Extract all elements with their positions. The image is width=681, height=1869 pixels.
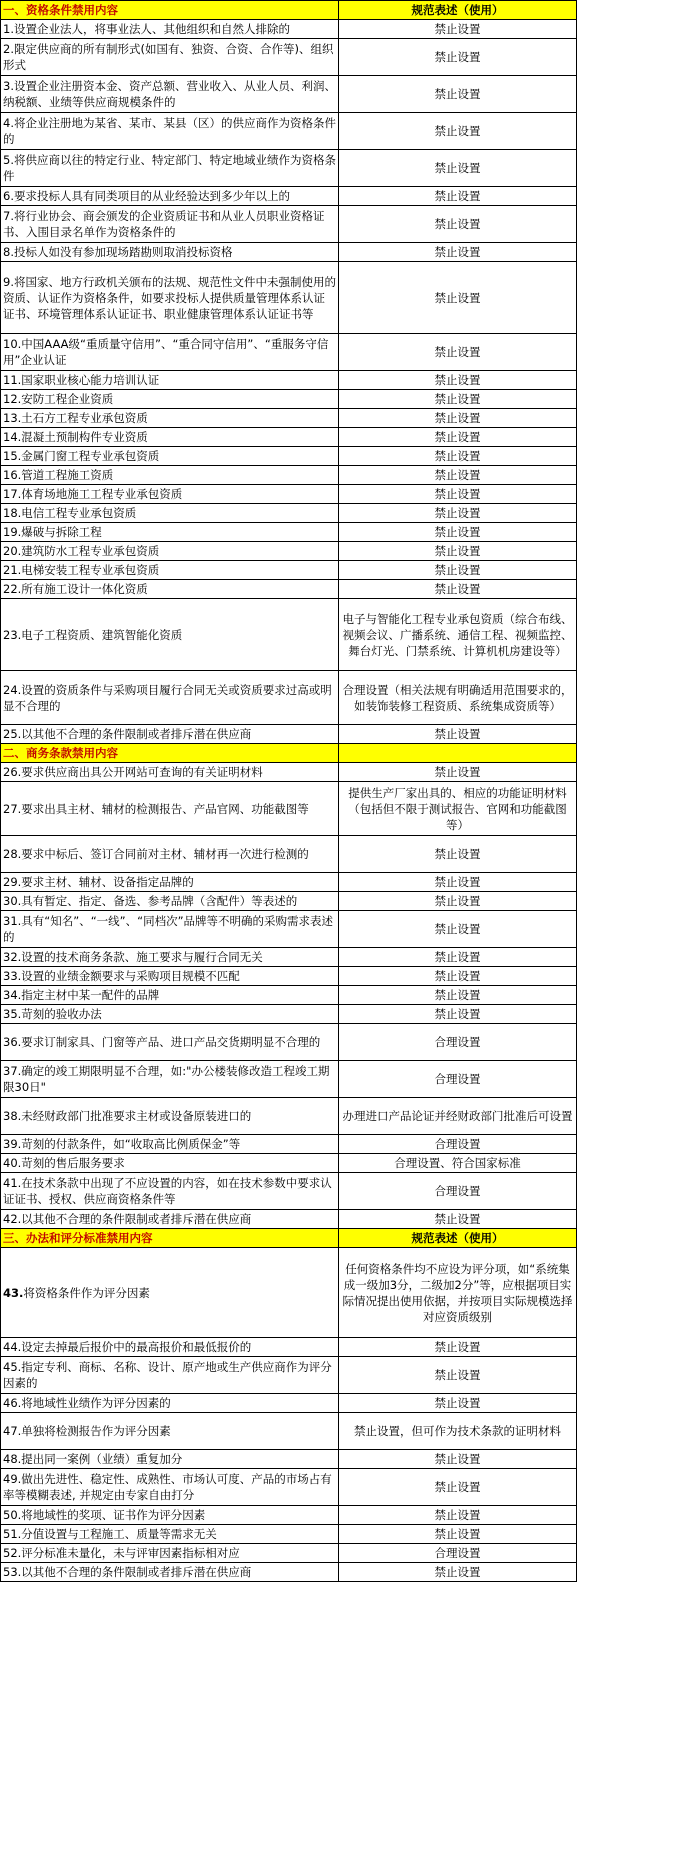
rule-description	[1, 1248, 339, 1338]
rule-standard: 禁止设置	[339, 20, 577, 39]
rule-description: 4.将企业注册地为某省、某市、某县（区）的供应商作为资格条件的	[1, 113, 339, 150]
rule-description: 49.做出先进性、稳定性、成熟性、市场认可度、产品的市场占有率等模糊表述, 并规定由专家自由打分	[1, 1469, 339, 1506]
table-row	[1, 1135, 577, 1154]
table-row	[1, 466, 577, 485]
rule-description: 37.确定的竣工期限明显不合理，如:"办公楼装修改造工程竣工期限30日"	[1, 1061, 339, 1098]
rule-standard: 禁止设置	[339, 1338, 577, 1357]
rule-description: 30.具有暂定、指定、备选、参考品牌（含配件）等表述的	[1, 892, 339, 911]
rule-description: 51.分值设置与工程施工、质量等需求无关	[1, 1525, 339, 1544]
rule-standard: 禁止设置	[339, 1005, 577, 1024]
rule-description: 2.限定供应商的所有制形式(如国有、独资、合资、合作等)、组织形式	[1, 39, 339, 76]
table-row	[1, 1005, 577, 1024]
rule-standard: 禁止设置	[339, 948, 577, 967]
table-row	[1, 409, 577, 428]
rule-description: 28.要求中标后、签订合同前对主材、辅材再一次进行检测的	[1, 836, 339, 873]
rule-text: 将资格条件作为评分因素	[23, 1285, 150, 1300]
rule-description: 34.指定主材中某一配件的品牌	[1, 986, 339, 1005]
rule-description: 5.将供应商以往的特定行业、特定部门、特定地域业绩作为资格条件	[1, 150, 339, 187]
table-row	[1, 542, 577, 561]
rule-standard: 禁止设置	[339, 409, 577, 428]
rule-standard: 合理设置、符合国家标准	[339, 1154, 577, 1173]
rule-standard: 禁止设置	[339, 1506, 577, 1525]
table-row	[1, 599, 577, 671]
table-row	[1, 187, 577, 206]
table-row	[1, 447, 577, 466]
table-row	[1, 206, 577, 243]
table-row	[1, 1357, 577, 1394]
table-row	[1, 523, 577, 542]
section-header	[1, 1229, 577, 1248]
table-row	[1, 1061, 577, 1098]
rule-description: 36.要求订制家具、门窗等产品、进口产品交货期明显不合理的	[1, 1024, 339, 1061]
rule-standard: 禁止设置	[339, 262, 577, 334]
rule-description: 10.中国AAA级“重质量守信用”、“重合同守信用”、“重服务守信用”企业认证	[1, 334, 339, 371]
table-row	[1, 836, 577, 873]
table-row	[1, 911, 577, 948]
rule-description: 52.评分标准未量化，未与评审因素指标相对应	[1, 1544, 339, 1563]
rule-standard: 禁止设置	[339, 911, 577, 948]
rule-description: 9.将国家、地方行政机关颁布的法规、规范性文件中未强制使用的资质、认证作为资格条件，如要求投标人提供质量管理体系认证证书、环境管理体系认证证书、职业健康管理体系认证证书等	[1, 262, 339, 334]
rule-description: 32.设置的技术商务条款、施工要求与履行合同无关	[1, 948, 339, 967]
rule-standard: 禁止设置，但可作为技术条款的证明材料	[339, 1413, 577, 1450]
table-row	[1, 1506, 577, 1525]
section-title: 二、商务条款禁用内容	[1, 744, 339, 763]
table-row	[1, 580, 577, 599]
rule-description: 13.土石方工程专业承包资质	[1, 409, 339, 428]
rule-description: 33.设置的业绩金额要求与采购项目规模不匹配	[1, 967, 339, 986]
rule-standard: 禁止设置	[339, 113, 577, 150]
table-row	[1, 428, 577, 447]
table-row	[1, 1450, 577, 1469]
rule-description: 25.以其他不合理的条件限制或者排斥潜在供应商	[1, 725, 339, 744]
table-row	[1, 1248, 577, 1338]
table-row	[1, 1469, 577, 1506]
table-row	[1, 485, 577, 504]
section-column-header: 规范表述（使用）	[339, 1, 577, 20]
rule-description: 39.苛刻的付款条件，如“收取高比例质保金”等	[1, 1135, 339, 1154]
rule-standard: 禁止设置	[339, 561, 577, 580]
rule-standard: 合理设置	[339, 1544, 577, 1563]
table-row	[1, 334, 577, 371]
rule-standard: 合理设置	[339, 1061, 577, 1098]
section-title: 一、资格条件禁用内容	[1, 1, 339, 20]
table-row	[1, 967, 577, 986]
table-row	[1, 1338, 577, 1357]
table-row	[1, 20, 577, 39]
rule-standard: 禁止设置	[339, 986, 577, 1005]
rule-description: 42.以其他不合理的条件限制或者排斥潜在供应商	[1, 1210, 339, 1229]
rule-description: 21.电梯安装工程专业承包资质	[1, 561, 339, 580]
section-column-header	[339, 744, 577, 763]
table-row	[1, 150, 577, 187]
table-row	[1, 1544, 577, 1563]
rule-standard: 禁止设置	[339, 1469, 577, 1506]
rule-description: 1.设置企业法人，将事业法人、其他组织和自然人排除的	[1, 20, 339, 39]
rule-description: 23.电子工程资质、建筑智能化资质	[1, 599, 339, 671]
rule-description: 50.将地域性的奖项、证书作为评分因素	[1, 1506, 339, 1525]
rule-description: 48.提出同一案例（业绩）重复加分	[1, 1450, 339, 1469]
rule-standard: 禁止设置	[339, 873, 577, 892]
rule-description: 3.设置企业注册资本金、资产总额、营业收入、从业人员、利润、纳税额、业绩等供应商规模条件的	[1, 76, 339, 113]
rule-description: 40.苛刻的售后服务要求	[1, 1154, 339, 1173]
table-row	[1, 1525, 577, 1544]
table-row	[1, 504, 577, 523]
table-row	[1, 873, 577, 892]
table-row	[1, 1563, 577, 1582]
table-row	[1, 1394, 577, 1413]
table-row	[1, 892, 577, 911]
rule-standard: 禁止设置	[339, 967, 577, 986]
rule-standard: 合理设置（相关法规有明确适用范围要求的，如装饰装修工程资质、系统集成资质等）	[339, 671, 577, 725]
rule-description: 38.未经财政部门批准要求主材或设备原装进口的	[1, 1098, 339, 1135]
table-row	[1, 76, 577, 113]
table-row	[1, 1173, 577, 1210]
rule-standard: 禁止设置	[339, 1357, 577, 1394]
rule-standard: 禁止设置	[339, 243, 577, 262]
rule-standard: 禁止设置	[339, 1525, 577, 1544]
section-title: 三、办法和评分标准禁用内容	[1, 1229, 339, 1248]
rule-description: 22.所有施工设计一体化资质	[1, 580, 339, 599]
rule-standard: 禁止设置	[339, 504, 577, 523]
rule-description: 6.要求投标人具有同类项目的从业经验达到多少年以上的	[1, 187, 339, 206]
table-row	[1, 948, 577, 967]
rule-description: 19.爆破与拆除工程	[1, 523, 339, 542]
rule-description: 16.管道工程施工资质	[1, 466, 339, 485]
table-row	[1, 561, 577, 580]
rule-standard: 禁止设置	[339, 150, 577, 187]
table-row	[1, 113, 577, 150]
rule-standard: 电子与智能化工程专业承包资质（综合布线、视频会议、广播系统、通信工程、视频监控、舞台灯光、门禁系统、计算机机房建设等）	[339, 599, 577, 671]
rule-description: 20.建筑防水工程专业承包资质	[1, 542, 339, 561]
table-row	[1, 371, 577, 390]
section-header	[1, 1, 577, 20]
rule-description: 11.国家职业核心能力培训认证	[1, 371, 339, 390]
table-row	[1, 39, 577, 76]
table-row	[1, 243, 577, 262]
rule-standard: 提供生产厂家出具的、相应的功能证明材料（包括但不限于测试报告、官网和功能截图等）	[339, 782, 577, 836]
rule-standard: 禁止设置	[339, 580, 577, 599]
table-row	[1, 1210, 577, 1229]
section-header	[1, 744, 577, 763]
rule-standard: 禁止设置	[339, 187, 577, 206]
rule-description: 15.金属门窗工程专业承包资质	[1, 447, 339, 466]
table-row	[1, 390, 577, 409]
rule-standard: 合理设置	[339, 1173, 577, 1210]
table-row	[1, 1024, 577, 1061]
table-body	[1, 1, 577, 1582]
rule-description: 53.以其他不合理的条件限制或者排斥潜在供应商	[1, 1563, 339, 1582]
rule-standard: 禁止设置	[339, 206, 577, 243]
rule-description: 18.电信工程专业承包资质	[1, 504, 339, 523]
rule-description: 26.要求供应商出具公开网站可查询的有关证明材料	[1, 763, 339, 782]
rule-standard: 任何资格条件均不应设为评分项，如“系统集成一级加3分，二级加2分”等，应根据项目实际情况提出使用依据，并按项目实际规模选择对应资质级别	[339, 1248, 577, 1338]
rule-standard: 办理进口产品论证并经财政部门批准后可设置	[339, 1098, 577, 1135]
table-row	[1, 763, 577, 782]
rule-standard: 禁止设置	[339, 39, 577, 76]
rule-standard: 合理设置	[339, 1024, 577, 1061]
rule-standard: 禁止设置	[339, 371, 577, 390]
rule-description: 27.要求出具主材、辅材的检测报告、产品官网、功能截图等	[1, 782, 339, 836]
table-row	[1, 1413, 577, 1450]
rule-description: 29.要求主材、辅材、设备指定品牌的	[1, 873, 339, 892]
rule-description: 45.指定专利、商标、名称、设计、原产地或生产供应商作为评分因素的	[1, 1357, 339, 1394]
rule-description: 7.将行业协会、商会颁发的企业资质证书和从业人员职业资格证书、入围目录名单作为资格条件的	[1, 206, 339, 243]
rule-description: 44.设定去掉最后报价中的最高报价和最低报价的	[1, 1338, 339, 1357]
rule-number: 43.	[3, 1285, 24, 1300]
rule-standard: 禁止设置	[339, 763, 577, 782]
rule-standard: 禁止设置	[339, 1394, 577, 1413]
rule-standard: 禁止设置	[339, 1210, 577, 1229]
rule-standard: 禁止设置	[339, 1450, 577, 1469]
rule-standard: 禁止设置	[339, 76, 577, 113]
table-row	[1, 782, 577, 836]
rule-standard: 禁止设置	[339, 334, 577, 371]
rule-description: 8.投标人如没有参加现场踏勘则取消投标资格	[1, 243, 339, 262]
rule-description: 46.将地域性业绩作为评分因素的	[1, 1394, 339, 1413]
table-row	[1, 671, 577, 725]
rule-standard: 禁止设置	[339, 466, 577, 485]
table-row	[1, 262, 577, 334]
rule-description: 17.体育场地施工工程专业承包资质	[1, 485, 339, 504]
rule-standard: 禁止设置	[339, 542, 577, 561]
rule-standard: 禁止设置	[339, 892, 577, 911]
rule-description: 14.混凝土预制构件专业资质	[1, 428, 339, 447]
table-row	[1, 1098, 577, 1135]
rule-standard: 禁止设置	[339, 725, 577, 744]
rule-description: 12.安防工程企业资质	[1, 390, 339, 409]
rule-standard: 禁止设置	[339, 836, 577, 873]
rule-standard: 合理设置	[339, 1135, 577, 1154]
rule-standard: 禁止设置	[339, 1563, 577, 1582]
rule-description: 41.在技术条款中出现了不应设置的内容，如在技术参数中要求认证证书、授权、供应商资格条件等	[1, 1173, 339, 1210]
rule-standard: 禁止设置	[339, 447, 577, 466]
rule-standard: 禁止设置	[339, 428, 577, 447]
rule-description: 35.苛刻的验收办法	[1, 1005, 339, 1024]
table-row	[1, 1154, 577, 1173]
rule-description: 47.单独将检测报告作为评分因素	[1, 1413, 339, 1450]
rule-description: 31.具有“知名”、“一线”、“同档次”品牌等不明确的采购需求表述的	[1, 911, 339, 948]
rule-standard: 禁止设置	[339, 523, 577, 542]
rule-description: 24.设置的资质条件与采购项目履行合同无关或资质要求过高或明显不合理的	[1, 671, 339, 725]
rule-standard: 禁止设置	[339, 485, 577, 504]
section-column-header: 规范表述（使用）	[339, 1229, 577, 1248]
table-row	[1, 986, 577, 1005]
table-row	[1, 725, 577, 744]
rule-standard: 禁止设置	[339, 390, 577, 409]
